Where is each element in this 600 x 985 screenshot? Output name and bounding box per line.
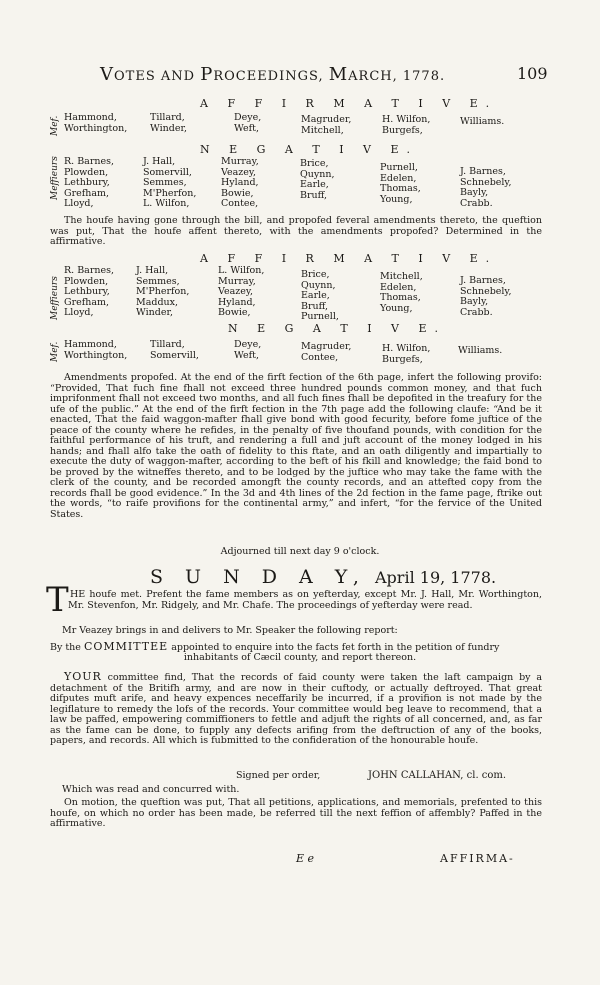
member-name: Winder, bbox=[150, 122, 187, 134]
vote-column bbox=[64, 340, 127, 361]
member-name: Tillard, bbox=[150, 112, 185, 123]
member-name: Mitchell, bbox=[301, 124, 344, 136]
member-name: Plowden, bbox=[64, 166, 109, 178]
vote-column bbox=[136, 266, 189, 319]
vote2-negative-label: Mef. bbox=[50, 341, 60, 362]
page-number: 109 bbox=[517, 64, 548, 83]
member-name: Deye, bbox=[234, 112, 262, 123]
vote1-affirmative-label: Mef. bbox=[50, 115, 60, 136]
paragraph-house-assent: The houfe having gone through the bill, and propofed feveral amendments thereto, the queftion was put, That the houfe affent thereto, with the amendments propofed? Determined in the affirmative. bbox=[50, 215, 542, 247]
member-name: Young, bbox=[380, 193, 413, 205]
vote2-affirmative-label: Meffieurs bbox=[50, 276, 60, 320]
vote-column bbox=[301, 342, 351, 363]
member-name: Quynn, bbox=[300, 168, 335, 180]
member-name: Veazey, bbox=[221, 166, 257, 178]
vote1-negative-label: Meffieurs bbox=[50, 156, 60, 200]
vote2-negative-heading: N E G A T I V E. bbox=[228, 322, 447, 335]
member-name: Schnebely, bbox=[460, 285, 512, 297]
vote-column bbox=[300, 159, 335, 201]
paragraph-committee-report: YOUR committee find, That the records of faid county were taken the laft campaign by a detachment of the Britifh army, and are now in their cuftody, or actually deftroyed. That great difputes muft arife, and heavy expences neceffarily be incurred, if a provifion is not made by the legiflature to remedy the lofs of the records. Your committee would beg leave to recommend, that a law be paffed, empowering commiffioners to fettle and adjuft the rights of all concerned, and, as far as the fame can be done, to fupply any defects arifing from the deftruction of any of the books, papers, and records. All which is fubmitted to the confideration of the honourable houfe. bbox=[50, 670, 542, 746]
vote1-negative-heading: N E G A T I V E. bbox=[200, 143, 419, 156]
member-name: Mitchell, bbox=[380, 271, 423, 282]
member-name: Contee, bbox=[301, 351, 339, 363]
vote-column bbox=[460, 276, 512, 318]
concurred-line: Which was read and concurred with. bbox=[62, 784, 240, 795]
member-name: Weft, bbox=[234, 349, 259, 361]
vote2-negative-list bbox=[64, 340, 544, 364]
member-name: Edelen, bbox=[380, 281, 417, 293]
paragraph-veazey-report: Mr Veazey brings in and delivers to Mr. Speaker the following report: bbox=[62, 625, 398, 636]
member-name: R. Barnes, bbox=[64, 265, 115, 276]
member-name: Winder, bbox=[136, 307, 173, 318]
member-name: Hammond, bbox=[64, 112, 117, 123]
member-name: Weft, bbox=[234, 122, 259, 134]
vote-column bbox=[150, 113, 187, 134]
vote2-affirmative-heading: A F F I R M A T I V E. bbox=[200, 252, 498, 265]
signature-mark: E e bbox=[296, 852, 315, 865]
drop-capital: T bbox=[46, 580, 69, 620]
member-name: Edelen, bbox=[380, 172, 417, 184]
clerk-signature: JOHN CALLAHAN, cl. com. bbox=[368, 770, 507, 781]
member-name: Bowie, bbox=[218, 307, 251, 318]
member-name: Earle, bbox=[300, 179, 329, 190]
member-name: Bayly, bbox=[460, 187, 489, 198]
day-date: April 19, 1778. bbox=[375, 568, 497, 587]
vote1-affirmative-heading: A F F I R M A T I V E. bbox=[200, 97, 498, 110]
member-name: Bruff, bbox=[301, 300, 329, 312]
member-name: Veazey, bbox=[218, 286, 254, 297]
member-name: Magruder, bbox=[301, 341, 352, 352]
running-header: VOTES AND PROCEEDINGS, MARCH, 1778. bbox=[100, 64, 446, 85]
member-name: Thomas, bbox=[380, 292, 421, 303]
vote-column bbox=[380, 272, 423, 314]
member-name: Lloyd, bbox=[64, 307, 94, 318]
member-name: Somervill, bbox=[150, 349, 199, 361]
member-name: Deye, bbox=[234, 339, 262, 350]
vote-column bbox=[234, 340, 261, 361]
member-name: Williams. bbox=[460, 116, 505, 127]
member-name: Earle, bbox=[301, 290, 330, 301]
member-name: Tillard, bbox=[150, 339, 185, 350]
member-name: Maddux, bbox=[136, 296, 179, 308]
member-name: L. Wilfon, bbox=[218, 265, 265, 276]
vote-column bbox=[143, 157, 196, 210]
member-name: Brice, bbox=[301, 269, 330, 280]
vote-column bbox=[458, 346, 502, 357]
member-name: Williams. bbox=[458, 345, 503, 356]
vote-column bbox=[382, 344, 430, 365]
member-name: H. Wilfon, bbox=[382, 114, 431, 125]
member-name: Worthington, bbox=[64, 349, 128, 361]
member-name: Bruff, bbox=[300, 189, 328, 201]
member-name: Purnell, bbox=[380, 162, 418, 173]
catchword: AFFIRMA- bbox=[440, 852, 515, 865]
member-name: Contee, bbox=[221, 198, 259, 209]
member-name: Lethbury, bbox=[64, 286, 110, 297]
member-name: Grefham, bbox=[64, 187, 110, 199]
vote2-affirmative-list bbox=[64, 266, 544, 322]
vote-column bbox=[150, 340, 199, 361]
vote-column bbox=[460, 117, 504, 128]
vote-column bbox=[64, 113, 127, 134]
vote-column bbox=[301, 270, 339, 323]
vote-column bbox=[382, 115, 430, 136]
member-name: Burgefs, bbox=[382, 124, 423, 136]
member-name: Bowie, bbox=[221, 187, 254, 199]
member-name: Worthington, bbox=[64, 122, 128, 134]
member-name: Semmes, bbox=[136, 275, 180, 287]
member-name: J. Barnes, bbox=[460, 166, 506, 177]
member-name: L. Wilfon, bbox=[143, 198, 190, 209]
adjourned-line: Adjourned till next day 9 o'clock. bbox=[220, 546, 380, 557]
member-name: Hyland, bbox=[221, 177, 259, 188]
member-name: Crabb. bbox=[460, 197, 493, 209]
vote-column bbox=[221, 157, 259, 210]
member-name: M'Pherfon, bbox=[143, 187, 197, 199]
day-heading: S U N D A Y, bbox=[150, 566, 367, 588]
vote-column bbox=[234, 113, 261, 134]
member-name: Somervill, bbox=[143, 166, 192, 178]
member-name: Purnell, bbox=[301, 311, 339, 322]
paragraph-amendments: Amendments propofed. At the end of the firft fection of the 6th page, infert the following provifo: “Provided, That fuch fine fhall not exceed three hundred pounds common money, and that fuch imprifonment fhall not exceed two months, and all fuch fines fhall be depofited in the treafury for the ufe of the public.” At the end of the firft fection in the 7th page add the following claufe: “And be it enacted, That the faid waggon-mafter fhall give bond with good fecurity, before fome juftice of the peace of the county where he refides, in the penalty of five thoufand pounds, with condition for the faithful performance of his truft, and rendering a full and juft account of the money lodged in his hands; and fhall alfo take the oath of fidelity to this ftate, and an oath diligently and impartially to execute the duty of waggon-mafter, according to the beft of his fkill and knowledge; the faid bond to be proved by the witneffes thereto, and to be lodged by the juftice who may take the fame with the clerk of the county, and be recorded amongft the county records, and an attefted copy from the records fhall be good evidence.” In the 3d and 4th lines of the 2d fection in the fame page, ftrike out the words, “to raife provifions for the continental army,” and infert, “for the fervice of the United States. bbox=[50, 372, 542, 520]
paragraph-house-met: HE houfe met. Prefent the fame members as on yefterday, except Mr. J. Hall, Mr. Worthington, Mr. Stevenfon, Mr. Ridgely, and Mr. Chafe. The proceedings of yefterday were read. bbox=[68, 589, 542, 611]
member-name: Brice, bbox=[300, 158, 329, 169]
vote1-affirmative-list bbox=[64, 113, 544, 137]
member-name: Semmes, bbox=[143, 177, 187, 188]
member-name: Quynn, bbox=[301, 279, 336, 291]
vote-column bbox=[380, 163, 421, 205]
member-name: R. Barnes, bbox=[64, 156, 115, 167]
member-name: Young, bbox=[380, 302, 413, 314]
member-name: H. Wilfon, bbox=[382, 343, 431, 354]
member-name: Thomas, bbox=[380, 183, 421, 194]
paragraph-motion: On motion, the queftion was put, That all petitions, applications, and memorials, prefented to this houfe, on which no order has been made, be referred till the next feffion of affembly? Paffed in the affirmative. bbox=[50, 797, 542, 829]
vote-column bbox=[218, 266, 264, 319]
member-name: Crabb. bbox=[460, 306, 493, 318]
vote-column bbox=[301, 115, 351, 136]
member-name: Plowden, bbox=[64, 275, 109, 287]
vote-column bbox=[460, 167, 512, 209]
member-name: J. Hall, bbox=[143, 156, 176, 167]
committee-line: By the COMMITTEE appointed to enquire into the facts fet forth in the petition of fundry bbox=[50, 640, 500, 653]
member-name: M'Pherfon, bbox=[136, 286, 190, 297]
member-name: Murray, bbox=[218, 275, 256, 287]
member-name: Schnebely, bbox=[460, 176, 512, 188]
member-name: Hyland, bbox=[218, 296, 256, 308]
vote-column bbox=[64, 157, 114, 210]
member-name: Hammond, bbox=[64, 339, 117, 350]
member-name: Magruder, bbox=[301, 114, 352, 125]
signed-per-order: Signed per order, bbox=[236, 770, 321, 781]
member-name: Grefham, bbox=[64, 296, 110, 308]
member-name: Bayly, bbox=[460, 296, 489, 307]
vote-column bbox=[64, 266, 114, 319]
member-name: J. Barnes, bbox=[460, 275, 506, 286]
member-name: Lethbury, bbox=[64, 177, 110, 188]
member-name: J. Hall, bbox=[136, 265, 169, 276]
committee-line-2: inhabitants of Cæcil county, and report thereon. bbox=[183, 652, 417, 663]
member-name: Murray, bbox=[221, 156, 259, 167]
vote1-negative-list bbox=[64, 157, 544, 213]
member-name: Burgefs, bbox=[382, 353, 423, 365]
member-name: Lloyd, bbox=[64, 198, 94, 209]
